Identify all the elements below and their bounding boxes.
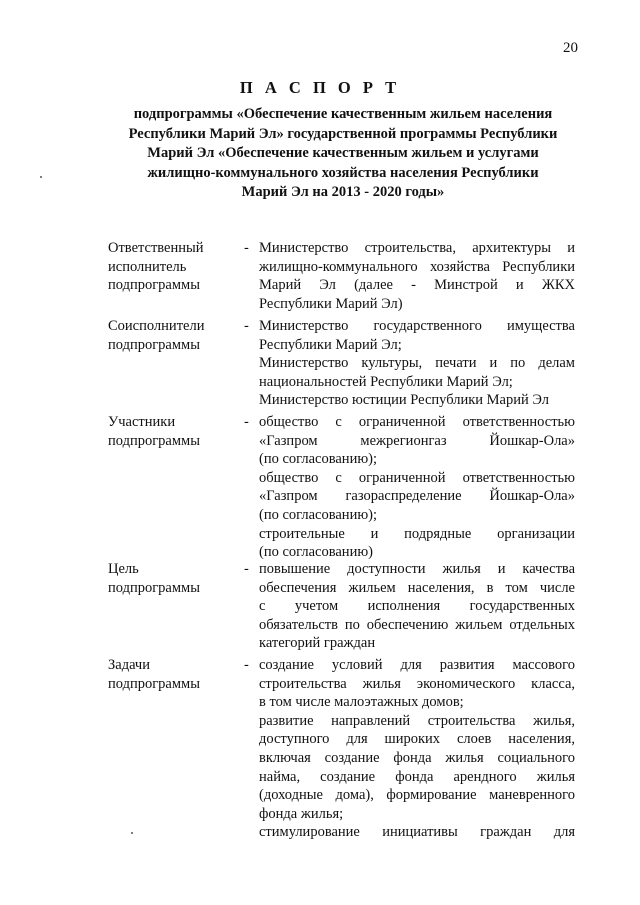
row-label [108,317,238,354]
content-line: «Газпром газораспределение Йошкар-Ола» [259,488,575,505]
content-line: строительные и подрядные организации [259,525,575,542]
content-line: (по согласованию); [259,506,378,523]
content-line: развитие направлений строительства жилья, [259,712,575,729]
row-dash: - [244,414,249,430]
content-line: (по согласованию) [259,544,373,561]
row-dash: - [244,240,249,256]
content-line: обеспечения жильем населения, в том числе [259,579,575,596]
row-content [259,413,575,562]
row-content [259,656,575,842]
content-line: общество с ограниченной ответственностью [259,469,575,486]
subtitle-line: Республики Марий Эл» государственной программы Республики [128,125,558,142]
content-line: категорий граждан [259,635,376,652]
row-label-line: Соисполнители [108,318,205,334]
content-line: (доходные дома), формирование маневренного [259,787,575,804]
content-line: в том числе малоэтажных домов; [259,694,464,711]
content-line: жилищно-коммунального хозяйства Республики [259,258,575,275]
document-title: П А С П О Р Т [239,78,401,97]
subtitle-line: подпрограммы «Обеспечение качественным жильем населения [133,106,553,122]
row-content [259,317,575,410]
row-label-line: исполнитель [108,258,187,275]
content-line: национальностей Республики Марий Эл; [259,373,513,390]
content-line: обязательств по обеспечению жильем отдельных [259,616,575,633]
scan-speck [40,176,42,178]
subtitle-line: жилищно-коммунального хозяйства населения Республики [147,164,539,181]
row-label-line: Ответственный [108,240,204,256]
row-label [108,656,238,693]
row-content [259,560,575,653]
row-label [108,413,238,450]
content-line: доступного для широких слоев населения, [259,731,575,748]
row-label [108,560,238,597]
content-line: Министерство юстиции Республики Марий Эл [259,392,549,409]
content-line: общество с ограниченной ответственностью [259,414,575,430]
content-line: строительства жилья экономического класса, [259,675,575,692]
row-label-line: подпрограммы [108,675,200,692]
content-line: Министерство культуры, печати и по делам [259,355,575,372]
content-line: Марий Эл (далее - Минстрой и ЖКХ [259,277,575,294]
row-label-line: Участники [108,414,176,430]
content-line: найма, создание фонда арендного жилья [259,768,575,785]
document-subtitle [108,105,578,203]
subtitle-line: Марий Эл на 2013 - 2020 годы» [241,184,445,200]
row-label-line: подпрограммы [108,579,200,596]
content-line: создание условий для развития массового [259,657,575,673]
subtitle-line: Марий Эл «Обеспечение качественным жильем и услугами [147,145,539,161]
row-label-line: подпрограммы [108,336,200,353]
row-content [259,239,575,313]
page-number: 20 [563,40,578,56]
content-line: «Газпром межрегионгаз Йошкар-Ола» [259,432,575,449]
content-line: фонда жилья; [259,805,344,822]
content-line: (по согласованию); [259,451,378,468]
content-line: стимулирование инициативы граждан для [259,824,575,841]
scan-speck [131,832,133,834]
row-dash: - [244,561,249,577]
content-line: Министерство государственного имущества [259,318,575,334]
row-label-line: Задачи [108,657,150,673]
content-line: Республики Марий Эл) [259,295,403,312]
content-line: Министерство строительства, архитектуры и [259,240,575,256]
row-dash: - [244,318,249,334]
row-label-line: подпрограммы [108,432,200,449]
row-dash: - [244,657,249,673]
content-line: Республики Марий Эл; [259,336,402,353]
content-line: с учетом исполнения государственных [259,598,575,615]
row-label [108,239,238,295]
row-label-line: Цель [108,561,139,577]
content-line: повышение доступности жилья и качества [259,561,575,577]
content-line: включая создание фонда жилья социального [259,749,575,766]
row-label-line: подпрограммы [108,277,200,294]
